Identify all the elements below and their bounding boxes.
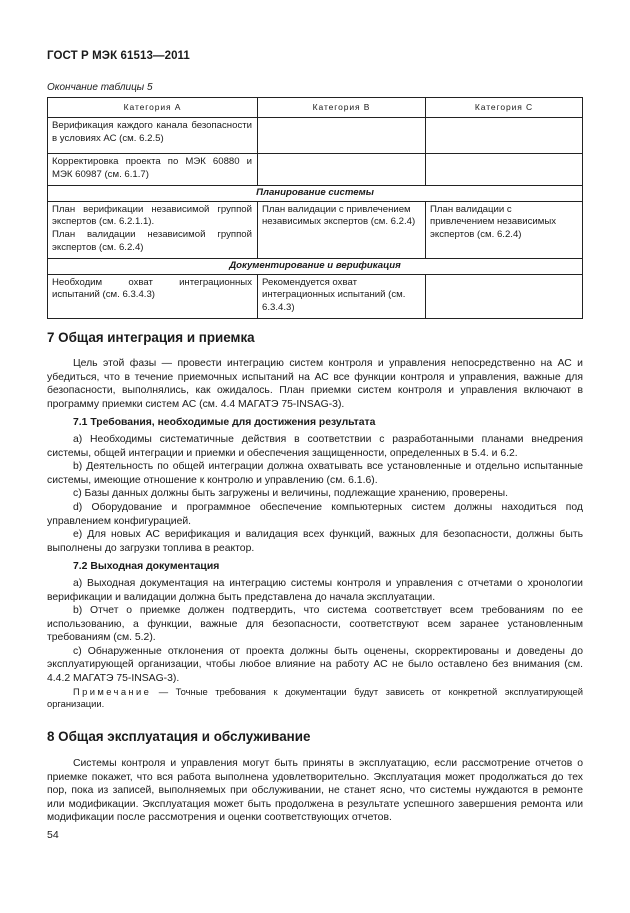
document-id: ГОСТ Р МЭК 61513—2011: [47, 50, 190, 62]
table-header-row: [48, 98, 583, 118]
table-cell: [48, 201, 258, 258]
table-cell: План валидации с привлечением независимых экспертов (см. 6.2.4): [426, 201, 583, 258]
subsection-7-2-title: 7.2 Выходная документация: [73, 561, 220, 573]
table-row: [48, 201, 583, 258]
list-item: c) Обнаруженные отклонения от проекта должны быть оценены, скорректированы и доведены до эксплуатирующей организации, чтобы любое влияние на работу АС не было оставлено без внимания (см. 4.4.2 МАГАТЭ 75-INSAG-3).: [47, 645, 583, 685]
table-cell: [426, 153, 583, 185]
table-5: [47, 97, 583, 319]
section-7-intro: Цель этой фазы — провести интеграцию систем контроля и управления непосредственно на АС и убедиться, что в течение приемочных испытаний на АС все функции контроля и управления, важные для безопасности, выполнялись, как ожидалось. План приемки систем контроля и управления включают в программу приемки систем АС (см. 4.4 МАГАТЭ 75-INSAG-3).: [47, 358, 583, 410]
section-8-body: [47, 757, 583, 825]
section-label-documentation: Документирование и верификация: [48, 258, 583, 274]
table-cell: [258, 153, 426, 185]
table-row: [48, 274, 583, 318]
table-row: [48, 117, 583, 153]
table-cell: Рекомендуется охват интеграционных испытаний (см. 6.3.4.3): [258, 274, 426, 318]
cell-line: План верификации независимой группой экспертов (см. 6.2.1.1).: [52, 203, 252, 228]
section-8-text: Системы контроля и управления могут быть приняты в эксплуатацию, если рассмотрение отчетов о приемке покажет, что вся работа выполнена удовлетворительно. Эксплуатация может продолжаться до тех пор, пока из записей, выполняемых при обслуживании, не станет ясно, что системы нуждаются в ремонте или модификации. Эксплуатация может быть продолжена в результате успешного завершения ремонта или модификации после рассмотрения и оценки соответствующих отчетов.: [47, 758, 583, 824]
section-7-title: 7 Общая интеграция и приемка: [47, 330, 255, 345]
list-item: c) Базы данных должны быть загружены и величины, подлежащие хранению, проверены.: [73, 488, 509, 500]
table-cell: Необходим охват интеграционных испытаний (см. 6.3.4.3): [48, 274, 258, 318]
column-header-a: Категория А: [48, 98, 258, 118]
section-8-title: 8 Общая эксплуатация и обслуживание: [47, 729, 311, 744]
list-item: a) Необходимы систематичные действия в соответствии с разработанными планами внедрения системы, общей интеграции и приемки и обеспечения защищенности, определенных в 5.4. и 6.2.: [47, 433, 583, 459]
table-cell: План валидации с привлечением независимых экспертов (см. 6.2.4): [258, 201, 426, 258]
list-item: b) Деятельность по общей интеграции должна охватывать все установленные и отдельно испытанные системы, имеющие отношение к контролю и управлению (см. 6.1.6).: [47, 461, 583, 486]
list-item: e) Для новых АС верификация и валидация всех функций, важных для безопасности, должны быть выполнены до загрузки топлива в реактор.: [47, 529, 583, 554]
table-caption: Окончание таблицы 5: [47, 82, 153, 93]
column-header-b: Категория В: [258, 98, 426, 118]
note-label: Примечание: [73, 685, 152, 697]
table-row: [48, 153, 583, 185]
list-item: a) Выходная документация на интеграцию системы контроля и управления с отчетами о хронологии верификации и валидации должна быть представлена до начала эксплуатации.: [47, 577, 583, 603]
table-section-row: [48, 185, 583, 201]
table-cell: [426, 274, 583, 318]
list-item: d) Оборудование и программное обеспечение компьютерных систем должны находиться под управлением конфигурацией.: [47, 501, 583, 527]
table-cell: [426, 117, 583, 153]
subsection-7-1-title: 7.1 Требования, необходимые для достижения результата: [73, 417, 376, 429]
table-section-row: [48, 258, 583, 274]
list-item: b) Отчет о приемке должен подтвердить, что система соответствует всем требованиям по ее использованию, а функции, важные для безопасности, соответствуют всем заранее установленным требованиям (см. 5.2).: [47, 605, 583, 644]
table-cell: Верификация каждого канала безопасности в условиях АС (см. 6.2.5): [48, 117, 258, 153]
section-7-body: [47, 357, 583, 711]
column-header-c: Категория С: [426, 98, 583, 118]
note: [47, 686, 583, 711]
note-text: — Точные требования к документации будут зависеть от конкретной эксплуатирующей организации.: [47, 685, 583, 710]
section-label-planning: Планирование системы: [48, 185, 583, 201]
table-cell: Корректировка проекта по МЭК 60880 и МЭК 60987 (см. 6.1.7): [48, 153, 258, 185]
cell-line: План валидации независимой группой экспертов (см. 6.2.4): [52, 229, 252, 253]
table-cell: [258, 117, 426, 153]
page-number: 54: [47, 829, 59, 841]
